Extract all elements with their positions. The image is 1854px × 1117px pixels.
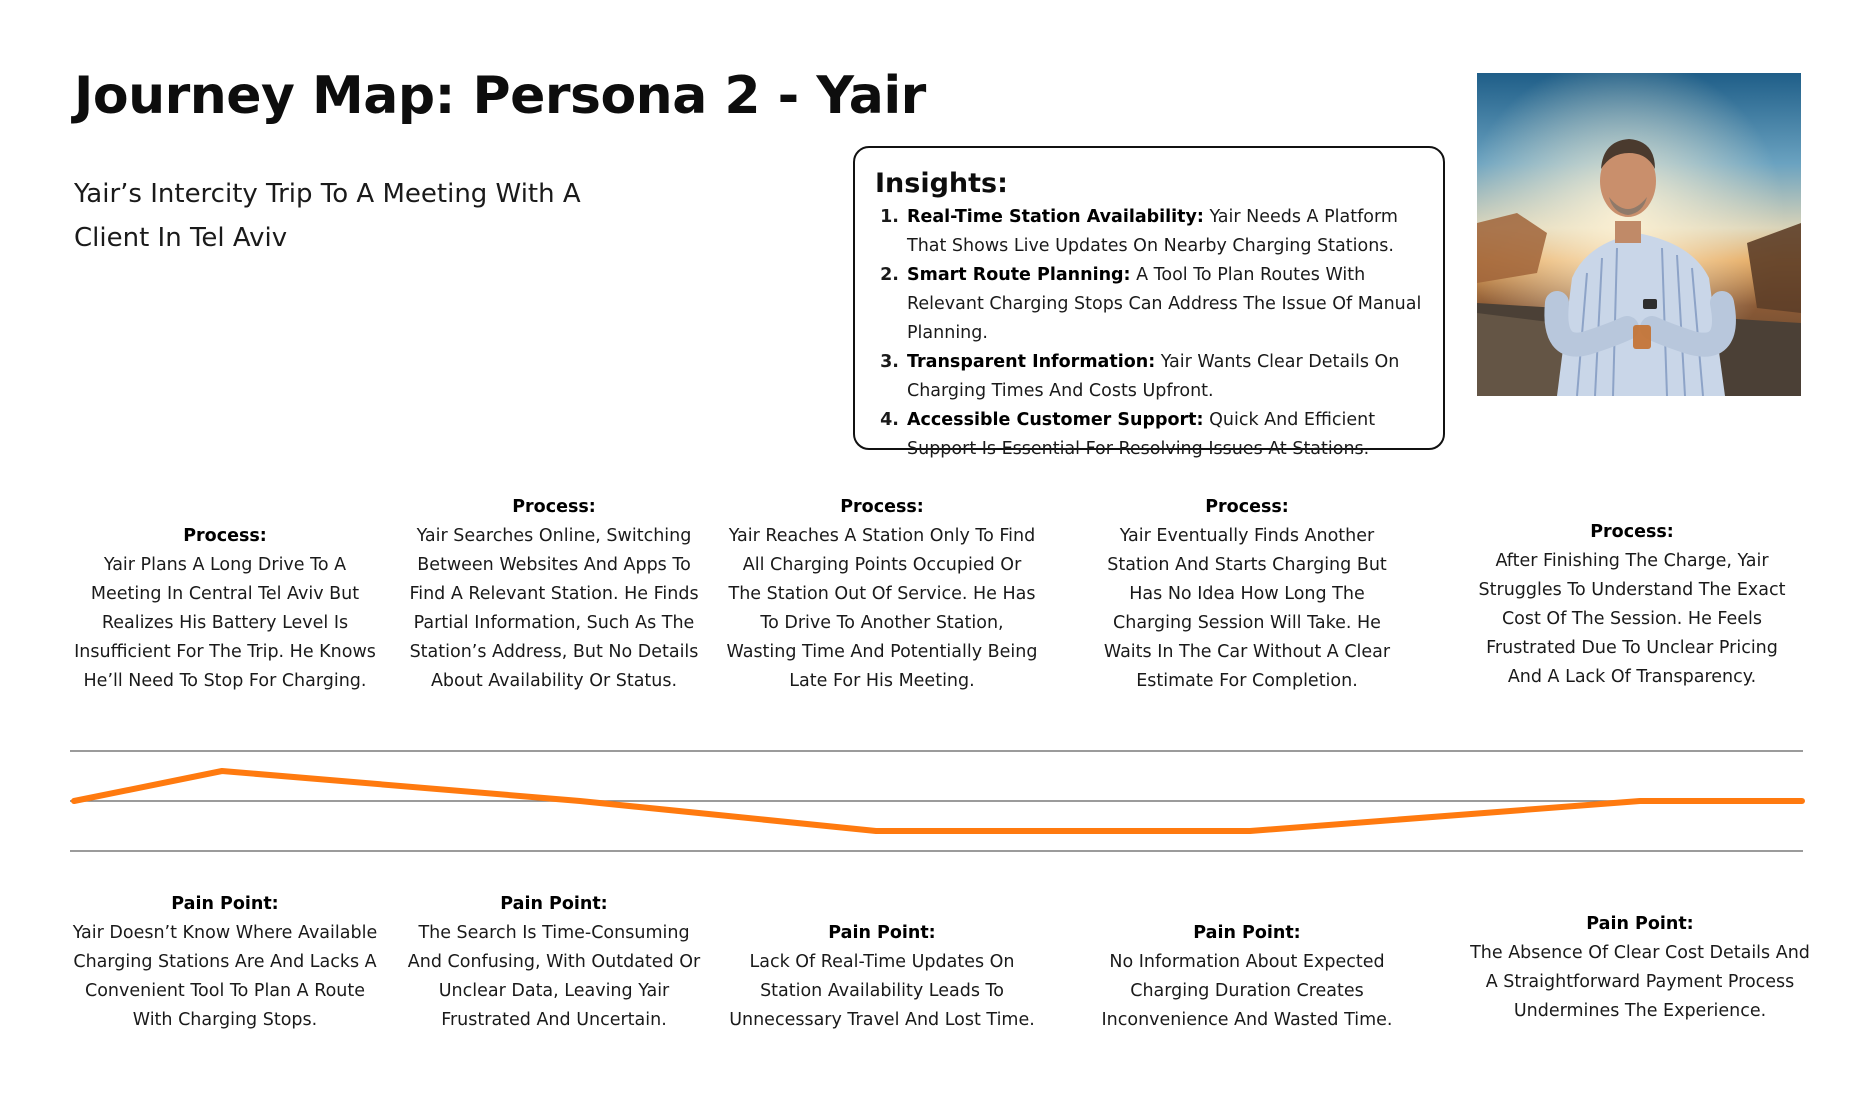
pain-label: Pain Point: xyxy=(1193,923,1301,943)
pain-text: The Search Is Time-Consuming And Confusing, With Outdated Or Unclear Data, Leaving Yair Frustrated And Uncertain. xyxy=(407,923,701,1030)
pain-block-5 xyxy=(1470,910,1810,1026)
insights-title: Insights: xyxy=(875,168,1008,199)
process-block-5 xyxy=(1470,518,1794,692)
process-text: After Finishing The Charge, Yair Struggles To Understand The Exact Cost Of The Session. He Feels Frustrated Due To Unclear Pricing And A Lack Of Transparency. xyxy=(1478,551,1786,687)
process-text: Yair Searches Online, Switching Between Websites And Apps To Find A Relevant Station. He Finds Partial Information, Such As The Station’s Address, But No Details About Availability Or Status. xyxy=(409,526,699,691)
pain-text: The Absence Of Clear Cost Details And A Straightforward Payment Process Undermines The Experience. xyxy=(1470,943,1810,1021)
pain-block-2 xyxy=(404,890,704,1035)
process-label: Process: xyxy=(1205,497,1289,517)
process-block-2 xyxy=(404,493,704,696)
process-block-3 xyxy=(726,493,1038,696)
insight-text: A Tool To Plan Routes With Relevant Charging Stops Can Address The Issue Of Manual Planning. xyxy=(907,265,1422,343)
pain-text: No Information About Expected Charging Duration Creates Inconvenience And Wasted Time. xyxy=(1101,952,1393,1030)
insights-list xyxy=(875,203,1433,464)
pain-text: Lack Of Real-Time Updates On Station Availability Leads To Unnecessary Travel And Lost Time. xyxy=(729,952,1035,1030)
insight-item xyxy=(905,406,1433,464)
page-title: Journey Map: Persona 2 - Yair xyxy=(74,66,926,126)
pain-label: Pain Point: xyxy=(500,894,608,914)
pain-block-4 xyxy=(1098,919,1396,1035)
persona-photo xyxy=(1477,73,1801,396)
pain-block-3 xyxy=(726,919,1038,1035)
process-label: Process: xyxy=(1590,522,1674,542)
process-text: Yair Eventually Finds Another Station And Starts Charging But Has No Idea How Long The Charging Session Will Take. He Waits In The Car Without A Clear Estimate For Completion. xyxy=(1103,526,1391,691)
process-text: Yair Reaches A Station Only To Find All Charging Points Occupied Or The Station Out Of Service. He Has To Drive To Another Station, Wasting Time And Potentially Being Late For His Meeting. xyxy=(726,526,1038,691)
pain-label: Pain Point: xyxy=(171,894,279,914)
pain-label: Pain Point: xyxy=(828,923,936,943)
process-text: Yair Plans A Long Drive To A Meeting In Central Tel Aviv But Realizes His Battery Level Is Insufficient For The Trip. He Knows He’ll Need To Stop For Charging. xyxy=(74,555,376,691)
insight-text: Yair Wants Clear Details On Charging Times And Costs Upfront. xyxy=(907,352,1400,401)
insight-label: Smart Route Planning: xyxy=(907,265,1131,285)
insight-item xyxy=(905,203,1433,261)
page-subtitle: Yair’s Intercity Trip To A Meeting With A Client In Tel Aviv xyxy=(74,179,581,253)
insight-label: Real-Time Station Availability: xyxy=(907,207,1204,227)
emotion-curve-chart xyxy=(0,730,1854,880)
insight-text: Quick And Efficient Support Is Essential For Resolving Issues At Stations. xyxy=(907,410,1376,459)
insight-label: Transparent Information: xyxy=(907,352,1156,372)
insights-panel xyxy=(853,146,1445,459)
pain-block-1 xyxy=(65,890,385,1035)
insight-text: Yair Needs A Platform That Shows Live Updates On Nearby Charging Stations. xyxy=(907,207,1398,256)
pain-label: Pain Point: xyxy=(1586,914,1694,934)
process-block-1 xyxy=(73,522,377,696)
insight-item xyxy=(905,261,1433,348)
pain-text: Yair Doesn’t Know Where Available Charging Stations Are And Lacks A Convenient Tool To Plan A Route With Charging Stops. xyxy=(72,923,378,1030)
insight-label: Accessible Customer Support: xyxy=(907,410,1204,430)
process-label: Process: xyxy=(183,526,267,546)
process-block-4 xyxy=(1096,493,1398,696)
insight-item xyxy=(905,348,1433,406)
persona-photo-illustration xyxy=(1477,73,1801,396)
process-label: Process: xyxy=(840,497,924,517)
process-label: Process: xyxy=(512,497,596,517)
